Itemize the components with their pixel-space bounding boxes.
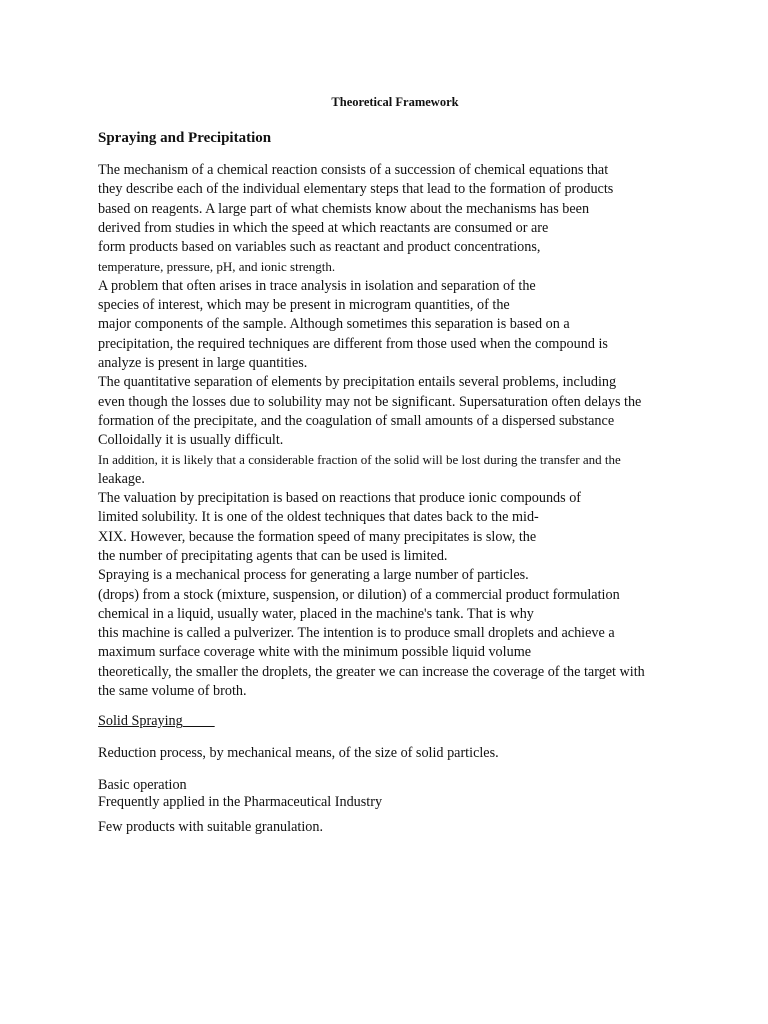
body-line: limited solubility. It is one of the oldest techniques that dates back to the mid- [98, 509, 539, 526]
body-line: The mechanism of a chemical reaction consists of a succession of chemical equations that [98, 162, 609, 178]
pharma-industry-line: Frequently applied in the Pharmaceutical Industry [98, 794, 383, 810]
body-line: derived from studies in which the speed at which reactants are consumed or are [98, 219, 549, 236]
body-line: In addition, it is likely that a considerable fraction of the solid will be lost during the transfer and the [98, 452, 621, 468]
basic-operation-line: Basic operation [98, 777, 187, 793]
granulation-paragraph: Few products with suitable granulation. [98, 819, 323, 835]
body-line: even though the losses due to solubility may not be significant. Supersaturation often delays the [98, 393, 642, 410]
section-heading: Spraying and Precipitation [98, 130, 272, 146]
body-line: leakage. [98, 470, 145, 487]
body-line: Colloidally it is usually difficult. [98, 432, 284, 449]
body-line: form products based on variables such as reactant and product concentrations, [98, 239, 541, 256]
body-line: chemical in a liquid, usually water, placed in the machine's tank. That is why [98, 605, 534, 622]
body-line: (drops) from a stock (mixture, suspension, or dilution) of a commercial product formulation [98, 586, 620, 603]
subheading-label: Solid Spraying [98, 713, 183, 729]
body-line: The quantitative separation of elements by precipitation entails several problems, including [98, 374, 617, 391]
body-line: XIX. However, because the formation speed of many precipitates is slow, the [98, 528, 537, 545]
body-line: species of interest, which may be present in microgram quantities, of the [98, 297, 510, 314]
body-line: formation of the precipitate, and the coagulation of small amounts of a dispersed substance [98, 412, 615, 429]
body-line: the same volume of broth. [98, 683, 247, 700]
reduction-paragraph: Reduction process, by mechanical means, of the size of solid particles. [98, 745, 499, 761]
body-line: maximum surface coverage white with the minimum possible liquid volume [98, 644, 532, 661]
body-line: based on reagents. A large part of what chemists know about the mechanisms has been [98, 200, 590, 217]
body-line: temperature, pressure, pH, and ionic strength. [98, 259, 336, 275]
body-line: they describe each of the individual elementary steps that lead to the formation of products [98, 181, 614, 198]
subheading-underline-padding [183, 713, 215, 729]
body-line: The valuation by precipitation is based on reactions that produce ionic compounds of [98, 490, 582, 507]
body-line: this machine is called a pulverizer. The intention is to produce small droplets and achieve a [98, 625, 615, 642]
body-paragraphs [98, 161, 678, 701]
body-line: Spraying is a mechanical process for generating a large number of particles. [98, 567, 529, 584]
body-line: analyze is present in large quantities. [98, 354, 308, 371]
body-line: A problem that often arises in trace analysis in isolation and separation of the [98, 277, 536, 294]
body-line: major components of the sample. Although sometimes this separation is based on a [98, 316, 570, 333]
body-line: theoretically, the smaller the droplets, the greater we can increase the coverage of the target with [98, 663, 645, 680]
document-title: Theoretical Framework [331, 95, 459, 109]
solid-spraying-subheading [98, 713, 215, 730]
body-line: the number of precipitating agents that can be used is limited. [98, 547, 448, 564]
body-line: precipitation, the required techniques are different from those used when the compound is [98, 335, 608, 352]
